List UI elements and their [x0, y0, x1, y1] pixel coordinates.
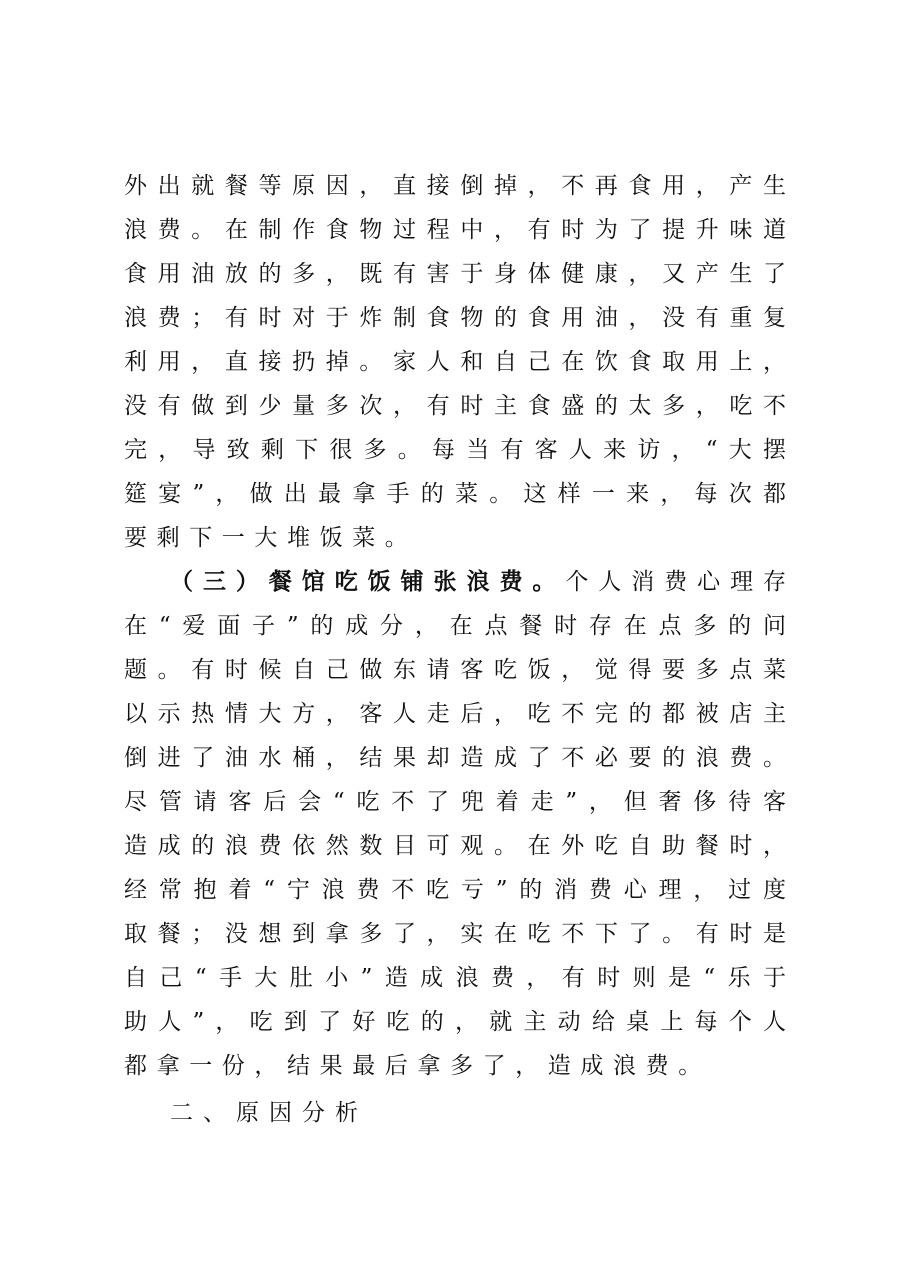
paragraph-line: 尽管请客后会“吃不了兜着走”，但奢侈待客	[124, 789, 786, 815]
paragraph-line: 自己“手大肚小”造成浪费，有时则是“乐于	[124, 965, 786, 991]
section-heading: 二、原因分析	[170, 1100, 368, 1126]
paragraph-line: 以示热情大方，客人走后，吃不完的都被店主	[124, 701, 786, 727]
paragraph-line: 要剩下一大堆饭菜。	[124, 525, 418, 551]
paragraph-line: 倒进了油水桶，结果却造成了不必要的浪费。	[124, 745, 786, 771]
paragraph-line: 食用油放的多，既有害于身体健康，又产生了	[124, 261, 786, 287]
paragraph-line: 在“爱面子”的成分，在点餐时存在点多的问	[124, 613, 786, 639]
paragraph-first-line	[170, 566, 786, 598]
paragraph-line: 浪费；有时对于炸制食物的食用油，没有重复	[124, 305, 786, 331]
paragraph-line: 筵宴”，做出最拿手的菜。这样一来，每次都	[124, 481, 786, 507]
paragraph-line: 都拿一份，结果最后拿多了，造成浪费。	[124, 1053, 711, 1079]
paragraph-line: 经常抱着“宁浪费不吃亏”的消费心理，过度	[124, 877, 786, 903]
paragraph-line: 浪费。在制作食物过程中，有时为了提升味道	[124, 217, 786, 243]
paragraph-line: 题。有时候自己做东请客吃饭，觉得要多点菜	[124, 657, 786, 683]
paragraph-text: 个人消费心理存	[565, 569, 787, 595]
paragraph-line: 外出就餐等原因，直接倒掉，不再食用，产生	[124, 173, 786, 199]
subsection-heading: （三）餐馆吃饭铺张浪费。	[170, 568, 566, 595]
paragraph-line: 利用，直接扔掉。家人和自己在饮食取用上，	[124, 349, 786, 375]
paragraph-line: 助人”，吃到了好吃的，就主动给桌上每个人	[124, 1009, 786, 1035]
paragraph-line: 取餐；没想到拿多了，实在吃不下了。有时是	[124, 921, 786, 947]
paragraph-line: 完，导致剩下很多。每当有客人来访，“大摆	[124, 437, 786, 463]
paragraph-line: 没有做到少量多次，有时主食盛的太多，吃不	[124, 393, 786, 419]
paragraph-line: 造成的浪费依然数目可观。在外吃自助餐时，	[124, 833, 786, 859]
